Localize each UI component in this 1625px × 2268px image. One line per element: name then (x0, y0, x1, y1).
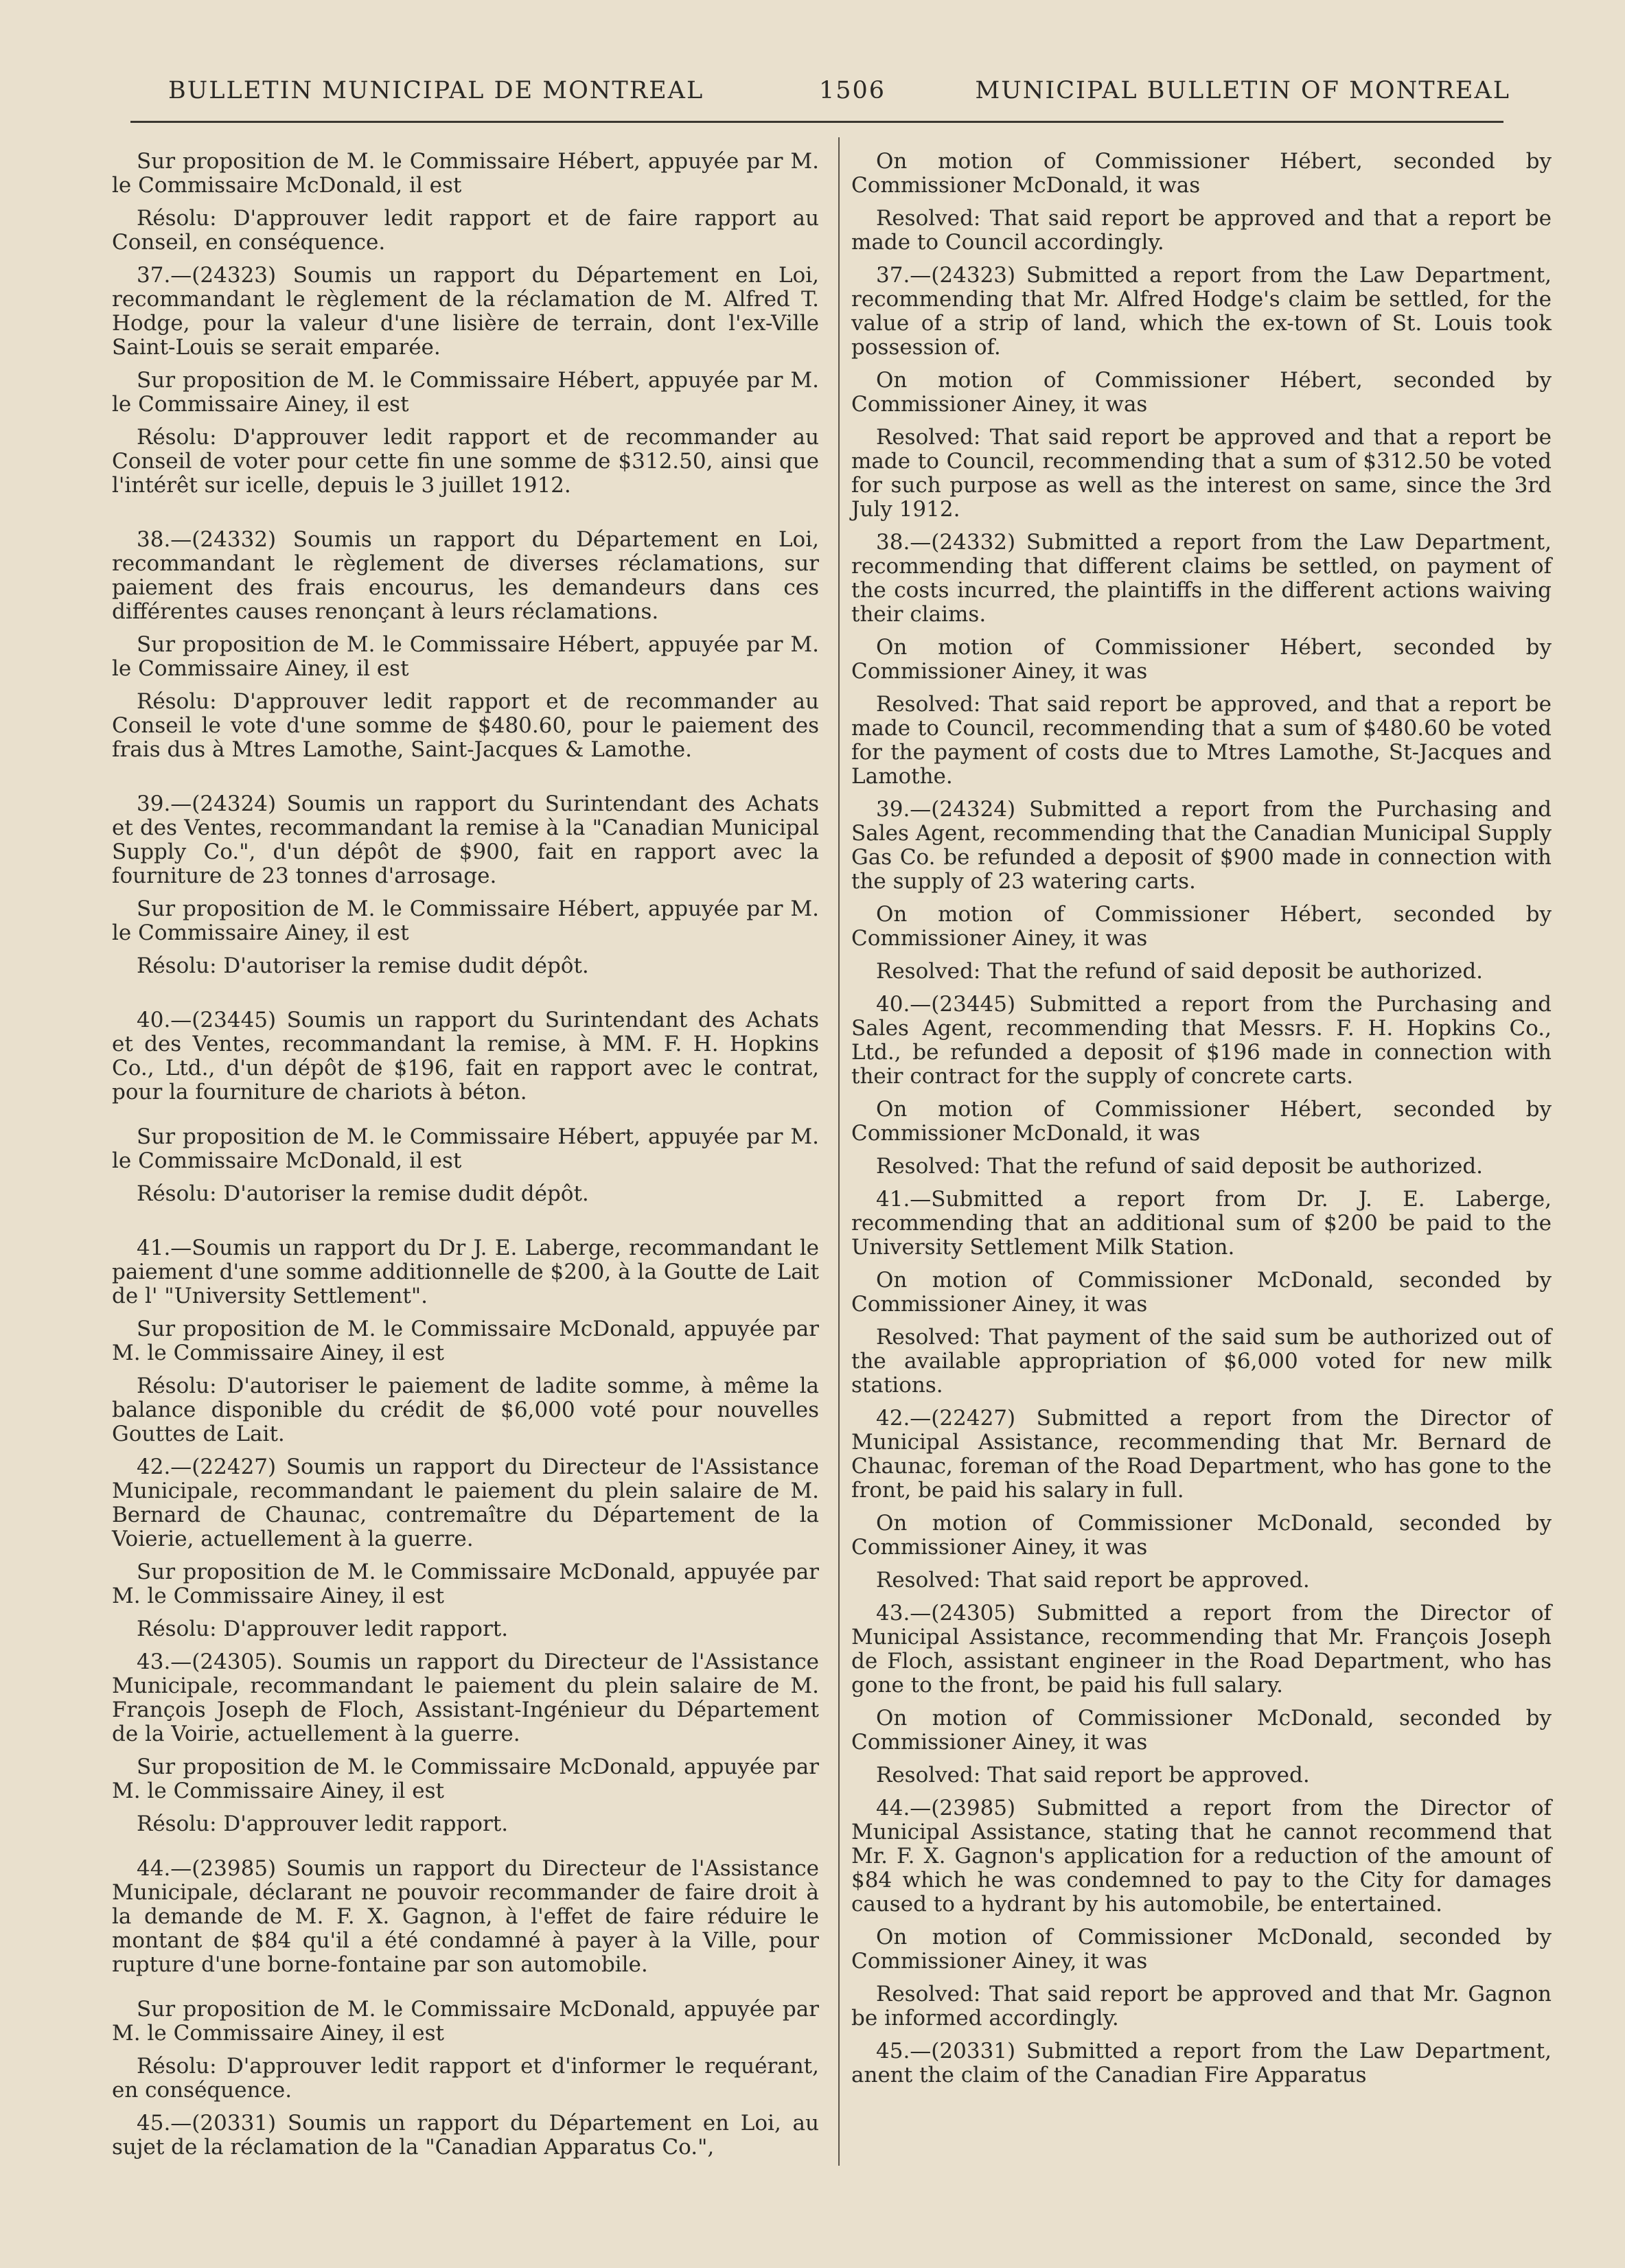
paragraph: Sur proposition de M. le Commissaire Hébert, appuyée par M. le Commissaire McDonald, il est (112, 1124, 819, 1173)
paragraph: Resolved: That said report be approved and that a report be made to Council accordingly. (851, 206, 1552, 255)
paragraph: 40.—(23445) Submitted a report from the Purchasing and Sales Agent, recommending that Messrs. F. H. Hopkins Co., Ltd., be refunded a deposit of $196 made in connection with their contract for the supply of concrete carts. (851, 992, 1552, 1089)
paragraph: 40.—(23445) Soumis un rapport du Surintendant des Achats et des Ventes, recommandant la remise, à MM. F. H. Hopkins Co., Ltd., d'un dépôt de $196, fait en rapport avec le contrat, pour la fourniture de chariots à béton. (112, 1008, 819, 1104)
paragraph: Resolved: That said report be approved and that a report be made to Council, recommending that a sum of $312.50 be voted for such purpose as well as the interest on same, since the 3rd July 1912. (851, 425, 1552, 522)
paragraph: Sur proposition de M. le Commissaire McDonald, appuyée par M. le Commissaire Ainey, il est (112, 1317, 819, 1365)
paragraph: On motion of Commissioner Hébert, seconded by Commissioner Ainey, it was (851, 635, 1552, 684)
paragraph: On motion of Commissioner Hébert, seconded by Commissioner McDonald, it was (851, 149, 1552, 198)
paragraph: Sur proposition de M. le Commissaire Hébert, appuyée par M. le Commissaire Ainey, il est (112, 896, 819, 945)
paragraph: 43.—(24305) Submitted a report from the Director of Municipal Assistance, recommending that Mr. François Joseph de Floch, assistant engineer in the Road Department, who has gone to the front, be paid his full salary. (851, 1601, 1552, 1698)
paragraph: Résolu: D'approuver ledit rapport et de recommander au Conseil de voter pour cette fin une somme de $312.50, ainsi que l'intérêt sur icelle, depuis le 3 juillet 1912. (112, 425, 819, 498)
paragraph: Résolu: D'autoriser la remise dudit dépôt. (137, 1181, 589, 1206)
paragraph: Resolved: That said report be approved. (876, 1568, 1310, 1593)
paragraph: On motion of Commissioner McDonald, seconded by Commissioner Ainey, it was (851, 1511, 1552, 1560)
paragraph: 45.—(20331) Submitted a report from the Law Department, anent the claim of the Canadian Fire Apparatus (851, 2039, 1552, 2087)
paragraph: 39.—(24324) Submitted a report from the Purchasing and Sales Agent, recommending that the Canadian Municipal Supply Gas Co. be refunded a deposit of $900 made in connection with the supply of 23 watering carts. (851, 797, 1552, 894)
paragraph: Résolu: D'autoriser le paiement de ladite somme, à même la balance disponible du crédit de $6,000 voté pour nouvelles Gouttes de Lait. (112, 1374, 819, 1446)
paragraph: Résolu: D'autoriser la remise dudit dépôt. (137, 953, 589, 978)
paragraph: Résolu: D'approuver ledit rapport et de faire rapport au Conseil, en conséquence. (112, 206, 819, 255)
paragraph: 37.—(24323) Submitted a report from the Law Department, recommending that Mr. Alfred Hodge's claim be settled, for the value of a strip of land, which the ex-town of St. Louis took possession of. (851, 263, 1552, 360)
paragraph: 37.—(24323) Soumis un rapport du Département en Loi, recommandant le règlement de la réclamation de M. Alfred T. Hodge, pour la valeur d'une lisière de terrain, dont l'ex-Ville Saint-Louis se serait emparée. (112, 263, 819, 360)
paragraph: On motion of Commissioner McDonald, seconded by Commissioner Ainey, it was (851, 1925, 1552, 1974)
paragraph: 38.—(24332) Submitted a report from the Law Department, recommending that different claims be settled, on payment of the costs incurred, the plaintiffs in the different actions waiving their claims. (851, 530, 1552, 627)
paragraph: Résolu: D'approuver ledit rapport. (137, 1617, 509, 1641)
paragraph: Resolved: That payment of the said sum be authorized out of the available appropriation of $6,000 voted for new milk stations. (851, 1325, 1552, 1398)
paragraph: 38.—(24332) Soumis un rapport du Département en Loi, recommandant le règlement de diverses réclamations, sur paiement des frais encourus, les demandeurs dans ces différentes causes renonçant à leurs réclamations. (112, 527, 819, 624)
paragraph: Sur proposition de M. le Commissaire McDonald, appuyée par M. le Commissaire Ainey, il est (112, 1755, 819, 1803)
french-column (112, 150, 819, 2168)
paragraph: 41.—Submitted a report from Dr. J. E. Laberge, recommending that an additional sum of $200 be paid to the University Settlement Milk Station. (851, 1187, 1552, 1260)
english-column (851, 150, 1552, 2096)
paragraph: 44.—(23985) Soumis un rapport du Directeur de l'Assistance Municipale, déclarant ne pouvoir recommander de faire droit à la demande de M. F. X. Gagnon, à l'effet de faire réduire le montant de $84 qu'il a été condamné à payer à la Ville, pour rupture d'une borne-fontaine par son automobile. (112, 1856, 819, 1977)
paragraph: On motion of Commissioner Hébert, seconded by Commissioner Ainey, it was (851, 368, 1552, 417)
paragraph: On motion of Commissioner Hébert, seconded by Commissioner McDonald, it was (851, 1097, 1552, 1146)
paragraph: Resolved: That the refund of said deposit be authorized. (876, 959, 1484, 984)
paragraph: Resolved: That said report be approved, and that a report be made to Council, recommending that a sum of $480.60 be voted for the payment of costs due to Mtres Lamothe, St-Jacques and Lamothe. (851, 692, 1552, 789)
paragraph: 42.—(22427) Submitted a report from the Director of Municipal Assistance, recommending that Mr. Bernard de Chaunac, foreman of the Road Department, who has gone to the front, be paid his salary in full. (851, 1406, 1552, 1503)
paragraph: 39.—(24324) Soumis un rapport du Surintendant des Achats et des Ventes, recommandant la remise à la "Canadian Municipal Supply Co.", d'un dépôt de $900, fait en rapport avec la fourniture de 23 tonnes d'arrosage. (112, 791, 819, 888)
paragraph: 43.—(24305). Soumis un rapport du Directeur de l'Assistance Municipale, recommandant le paiement du plein salaire de M. François Joseph de Floch, Assistant-Ingénieur du Département de la Voirie, actuellement à la guerre. (112, 1650, 819, 1746)
paragraph: Sur proposition de M. le Commissaire McDonald, appuyée par M. le Commissaire Ainey, il est (112, 1560, 819, 1608)
page-number: 1506 (819, 77, 886, 104)
paragraph: Résolu: D'approuver ledit rapport et d'informer le requérant, en conséquence. (112, 2054, 819, 2103)
paragraph: Resolved: That said report be approved. (876, 1763, 1310, 1787)
header-rule (130, 121, 1503, 123)
paragraph: Resolved: That said report be approved and that Mr. Gagnon be informed accordingly. (851, 1982, 1552, 2030)
french-title: BULLETIN MUNICIPAL DE MONTREAL (168, 77, 704, 104)
paragraph: 41.—Soumis un rapport du Dr J. E. Laberge, recommandant le paiement d'une somme additionnelle de $200, à la Goutte de Lait de l' "University Settlement". (112, 1236, 819, 1308)
paragraph: On motion of Commissioner McDonald, seconded by Commissioner Ainey, it was (851, 1268, 1552, 1317)
english-title: MUNICIPAL BULLETIN OF MONTREAL (975, 77, 1510, 104)
paragraph: Sur proposition de M. le Commissaire Hébert, appuyée par M. le Commissaire Ainey, il est (112, 368, 819, 417)
paragraph: Sur proposition de M. le Commissaire McDonald, appuyée par M. le Commissaire Ainey, il est (112, 1997, 819, 2046)
column-divider (838, 137, 840, 2166)
running-head (168, 77, 1510, 108)
paragraph: Resolved: That the refund of said deposit be authorized. (876, 1154, 1484, 1179)
paragraph: Sur proposition de M. le Commissaire Hébert, appuyée par M. le Commissaire McDonald, il est (112, 149, 819, 198)
paragraph: 44.—(23985) Submitted a report from the Director of Municipal Assistance, stating that he cannot recommend that Mr. F. X. Gagnon's application for a reduction of the amount of $84 which he was condemned to pay to the City for damages caused to a hydrant by his automobile, be entertained. (851, 1796, 1552, 1917)
paragraph: On motion of Commissioner Hébert, seconded by Commissioner Ainey, it was (851, 902, 1552, 951)
paragraph: 42.—(22427) Soumis un rapport du Directeur de l'Assistance Municipale, recommandant le paiement du plein salaire de M. Bernard de Chaunac, contremaître du Département de la Voierie, actuellement à la guerre. (112, 1455, 819, 1551)
paragraph: Résolu: D'approuver ledit rapport. (137, 1812, 509, 1836)
paragraph: On motion of Commissioner McDonald, seconded by Commissioner Ainey, it was (851, 1706, 1552, 1755)
paragraph: Résolu: D'approuver ledit rapport et de recommander au Conseil le vote d'une somme de $480.60, pour le paiement des frais dus à Mtres Lamothe, Saint-Jacques & Lamothe. (112, 689, 819, 762)
paragraph: 45.—(20331) Soumis un rapport du Département en Loi, au sujet de la réclamation de la "Canadian Apparatus Co.", (112, 2111, 819, 2160)
paragraph: Sur proposition de M. le Commissaire Hébert, appuyée par M. le Commissaire Ainey, il est (112, 632, 819, 681)
